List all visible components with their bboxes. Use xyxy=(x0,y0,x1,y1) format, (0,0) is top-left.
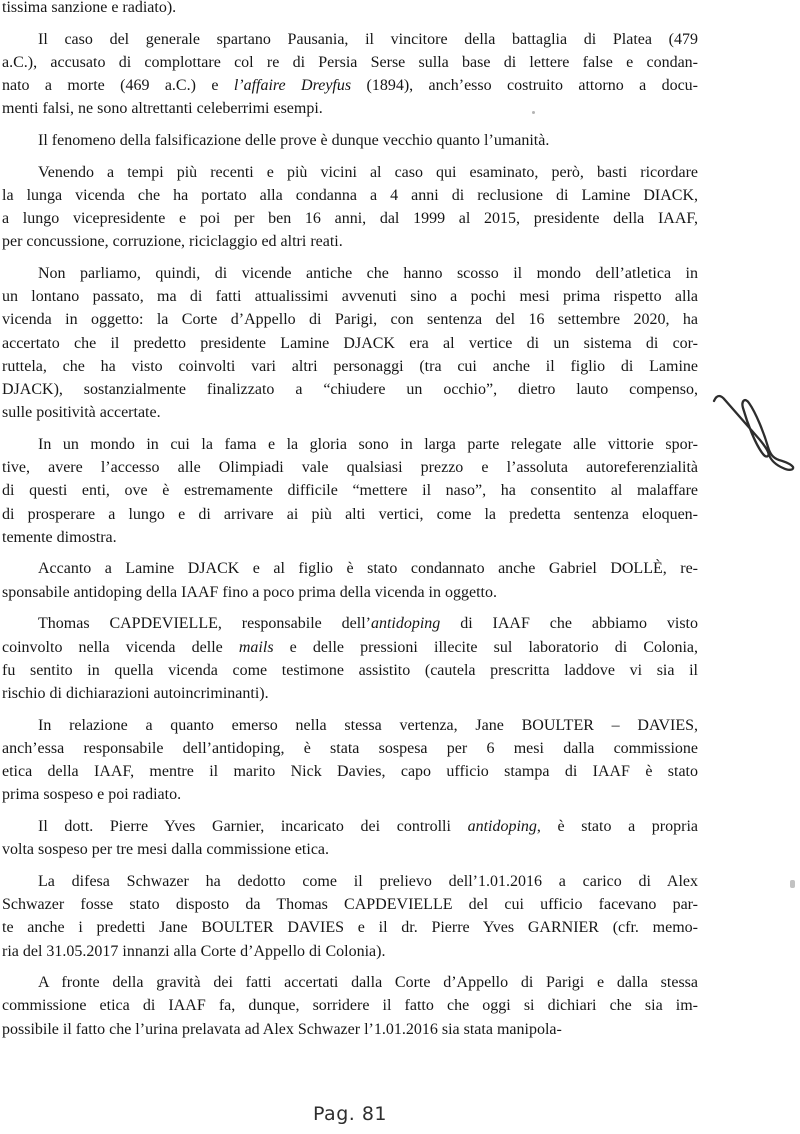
scan-speck xyxy=(532,111,535,114)
paragraph xyxy=(2,971,698,1041)
text-line: Il caso del generale spartano Pausania, il vincitore della battaglia di Platea (479 xyxy=(38,30,698,48)
text-line: menti falsi, ne sono altrettanti celeberrimi esempi. xyxy=(2,100,323,118)
text-line: coinvolto nella vicenda delle mails e delle pressioni illecite sul laboratorio di Colonia, xyxy=(2,638,699,656)
text-line: In relazione a quanto emerso nella stessa vertenza, Jane BOULTER – DAVIES, xyxy=(38,716,698,734)
text-line: etica della IAAF, mentre il marito Nick Davies, capo ufficio stampa di IAAF è stato xyxy=(2,763,698,781)
text-line: nato a morte (469 a.C.) e l’affaire Dreyfus (1894), anch’esso costruito attorno a docu- xyxy=(2,77,699,95)
text-line: Accanto a Lamine DJACK e al figlio è stato condannato anche Gabriel DOLLÈ, re- xyxy=(38,560,698,578)
text-line: anch’essa responsabile dell’antidoping, è stata sospesa per 6 mesi dalla commissione xyxy=(2,739,698,757)
text-line: te anche i predetti Jane BOULTER DAVIES e il dr. Pierre Yves GARNIER (cfr. memo- xyxy=(2,919,698,937)
paragraph xyxy=(2,129,698,152)
document-body xyxy=(2,0,698,1049)
text-line: possibile il fatto che l’urina prelavata ad Alex Schwazer l’1.01.2016 sia stata manipola- xyxy=(2,1020,562,1038)
text-line: In un mondo in cui la fama e la gloria sono in larga parte relegate alle vittorie spor- xyxy=(38,435,698,453)
text-line: sulle positività accertate. xyxy=(2,404,161,422)
text-line: tissima sanzione e radiato). xyxy=(2,0,177,16)
scan-speck xyxy=(790,880,795,888)
text-line: commissione etica di IAAF fa, dunque, sorridere il fatto che oggi si dichiari che sia im- xyxy=(2,997,698,1015)
text-line: tive, avere l’accesso alle Olimpiadi vale qualsiasi prezzo e l’assoluta autoreferenzialità xyxy=(2,459,698,477)
text-line: Thomas CAPDEVIELLE, responsabile dell’antidoping di IAAF che abbiamo visto xyxy=(38,615,698,633)
paragraph xyxy=(2,870,698,963)
text-line: La difesa Schwazer ha dedotto come il prelievo dell’1.01.2016 a carico di Alex xyxy=(38,872,698,890)
paragraph xyxy=(2,433,698,549)
page-number: Pag. 81 xyxy=(312,1103,388,1125)
paragraph xyxy=(2,0,698,19)
text-line: di prosperare a lungo e di arrivare ai più alti vertici, come la predetta sentenza eloquen- xyxy=(2,505,698,523)
text-line: Schwazer fosse stato disposto da Thomas CAPDEVIELLE del cui ufficio facevano par- xyxy=(2,896,698,914)
text-line: sponsabile antidoping della IAAF fino a poco prima della vicenda in oggetto. xyxy=(2,583,497,601)
text-line: prima sospeso e poi radiato. xyxy=(2,786,182,804)
paragraph xyxy=(2,557,698,603)
text-line: temente dimostra. xyxy=(2,528,117,546)
text-line: Non parliamo, quindi, di vicende antiche che hanno scosso il mondo dell’atletica in xyxy=(38,265,698,283)
text-line: Venendo a tempi più recenti e più vicini al caso qui esaminato, però, basti ricordare xyxy=(38,163,698,181)
text-line: Il fenomeno della falsificazione delle prove è dunque vecchio quanto l’umanità. xyxy=(38,132,550,150)
paragraph xyxy=(2,815,698,861)
text-line: A fronte della gravità dei fatti accertati dalla Corte d’Appello di Parigi e dalla stessa xyxy=(38,974,698,992)
text-line: a lungo vicepresidente e poi per ben 16 anni, dal 1999 al 2015, presidente della IAAF, xyxy=(2,210,698,228)
text-line: di questi enti, ove è estremamente difficile “mettere il naso”, ha consentito al malaffare xyxy=(2,482,698,500)
text-line: la lunga vicenda che ha portato alla condanna a 4 anni di reclusione di Lamine DIACK, xyxy=(2,186,698,204)
text-line: Il dott. Pierre Yves Garnier, incaricato dei controlli antidoping, è stato a propria xyxy=(38,818,699,835)
text-line: un lontano passato, ma di fatti attualissimi avvenuti sino a pochi mesi prima rispetto alla xyxy=(2,288,698,306)
text-line: a.C.), accusato di complottare col re di Persia Serse sulla base di lettere false e condan- xyxy=(2,53,698,71)
text-line: fu sentito in quella vicenda come testimone assistito (cautela prescritta laddove vi sia il xyxy=(2,661,698,679)
text-line: vicenda in oggetto: la Corte d’Appello di Parigi, con sentenza del 16 settembre 2020, ha xyxy=(2,311,698,329)
text-line: accertato che il predetto presidente Lamine DJACK era al vertice di un sistema di cor- xyxy=(2,334,698,352)
text-line: volta sospeso per tre mesi dalla commissione etica. xyxy=(2,841,330,859)
paragraph xyxy=(2,161,698,254)
paragraph xyxy=(2,612,698,705)
text-line: ria del 31.05.2017 innanzi alla Corte d’Appello di Colonia). xyxy=(2,942,386,960)
text-line: per concussione, corruzione, riciclaggio ed altri reati. xyxy=(2,233,343,251)
handwritten-paraph-mark xyxy=(700,378,800,478)
paragraph xyxy=(2,28,698,121)
paragraph xyxy=(2,714,698,807)
paragraph xyxy=(2,262,698,424)
text-line: rischio di dichiarazioni autoincriminanti). xyxy=(2,684,269,702)
text-line: DJACK), sostanzialmente finalizzato a “chiudere un occhio”, dietro lauto compenso, xyxy=(2,381,698,399)
text-line: ruttela, che ha visto coinvolti vari altri personaggi (tra cui anche il figlio di Lamine xyxy=(2,357,698,375)
